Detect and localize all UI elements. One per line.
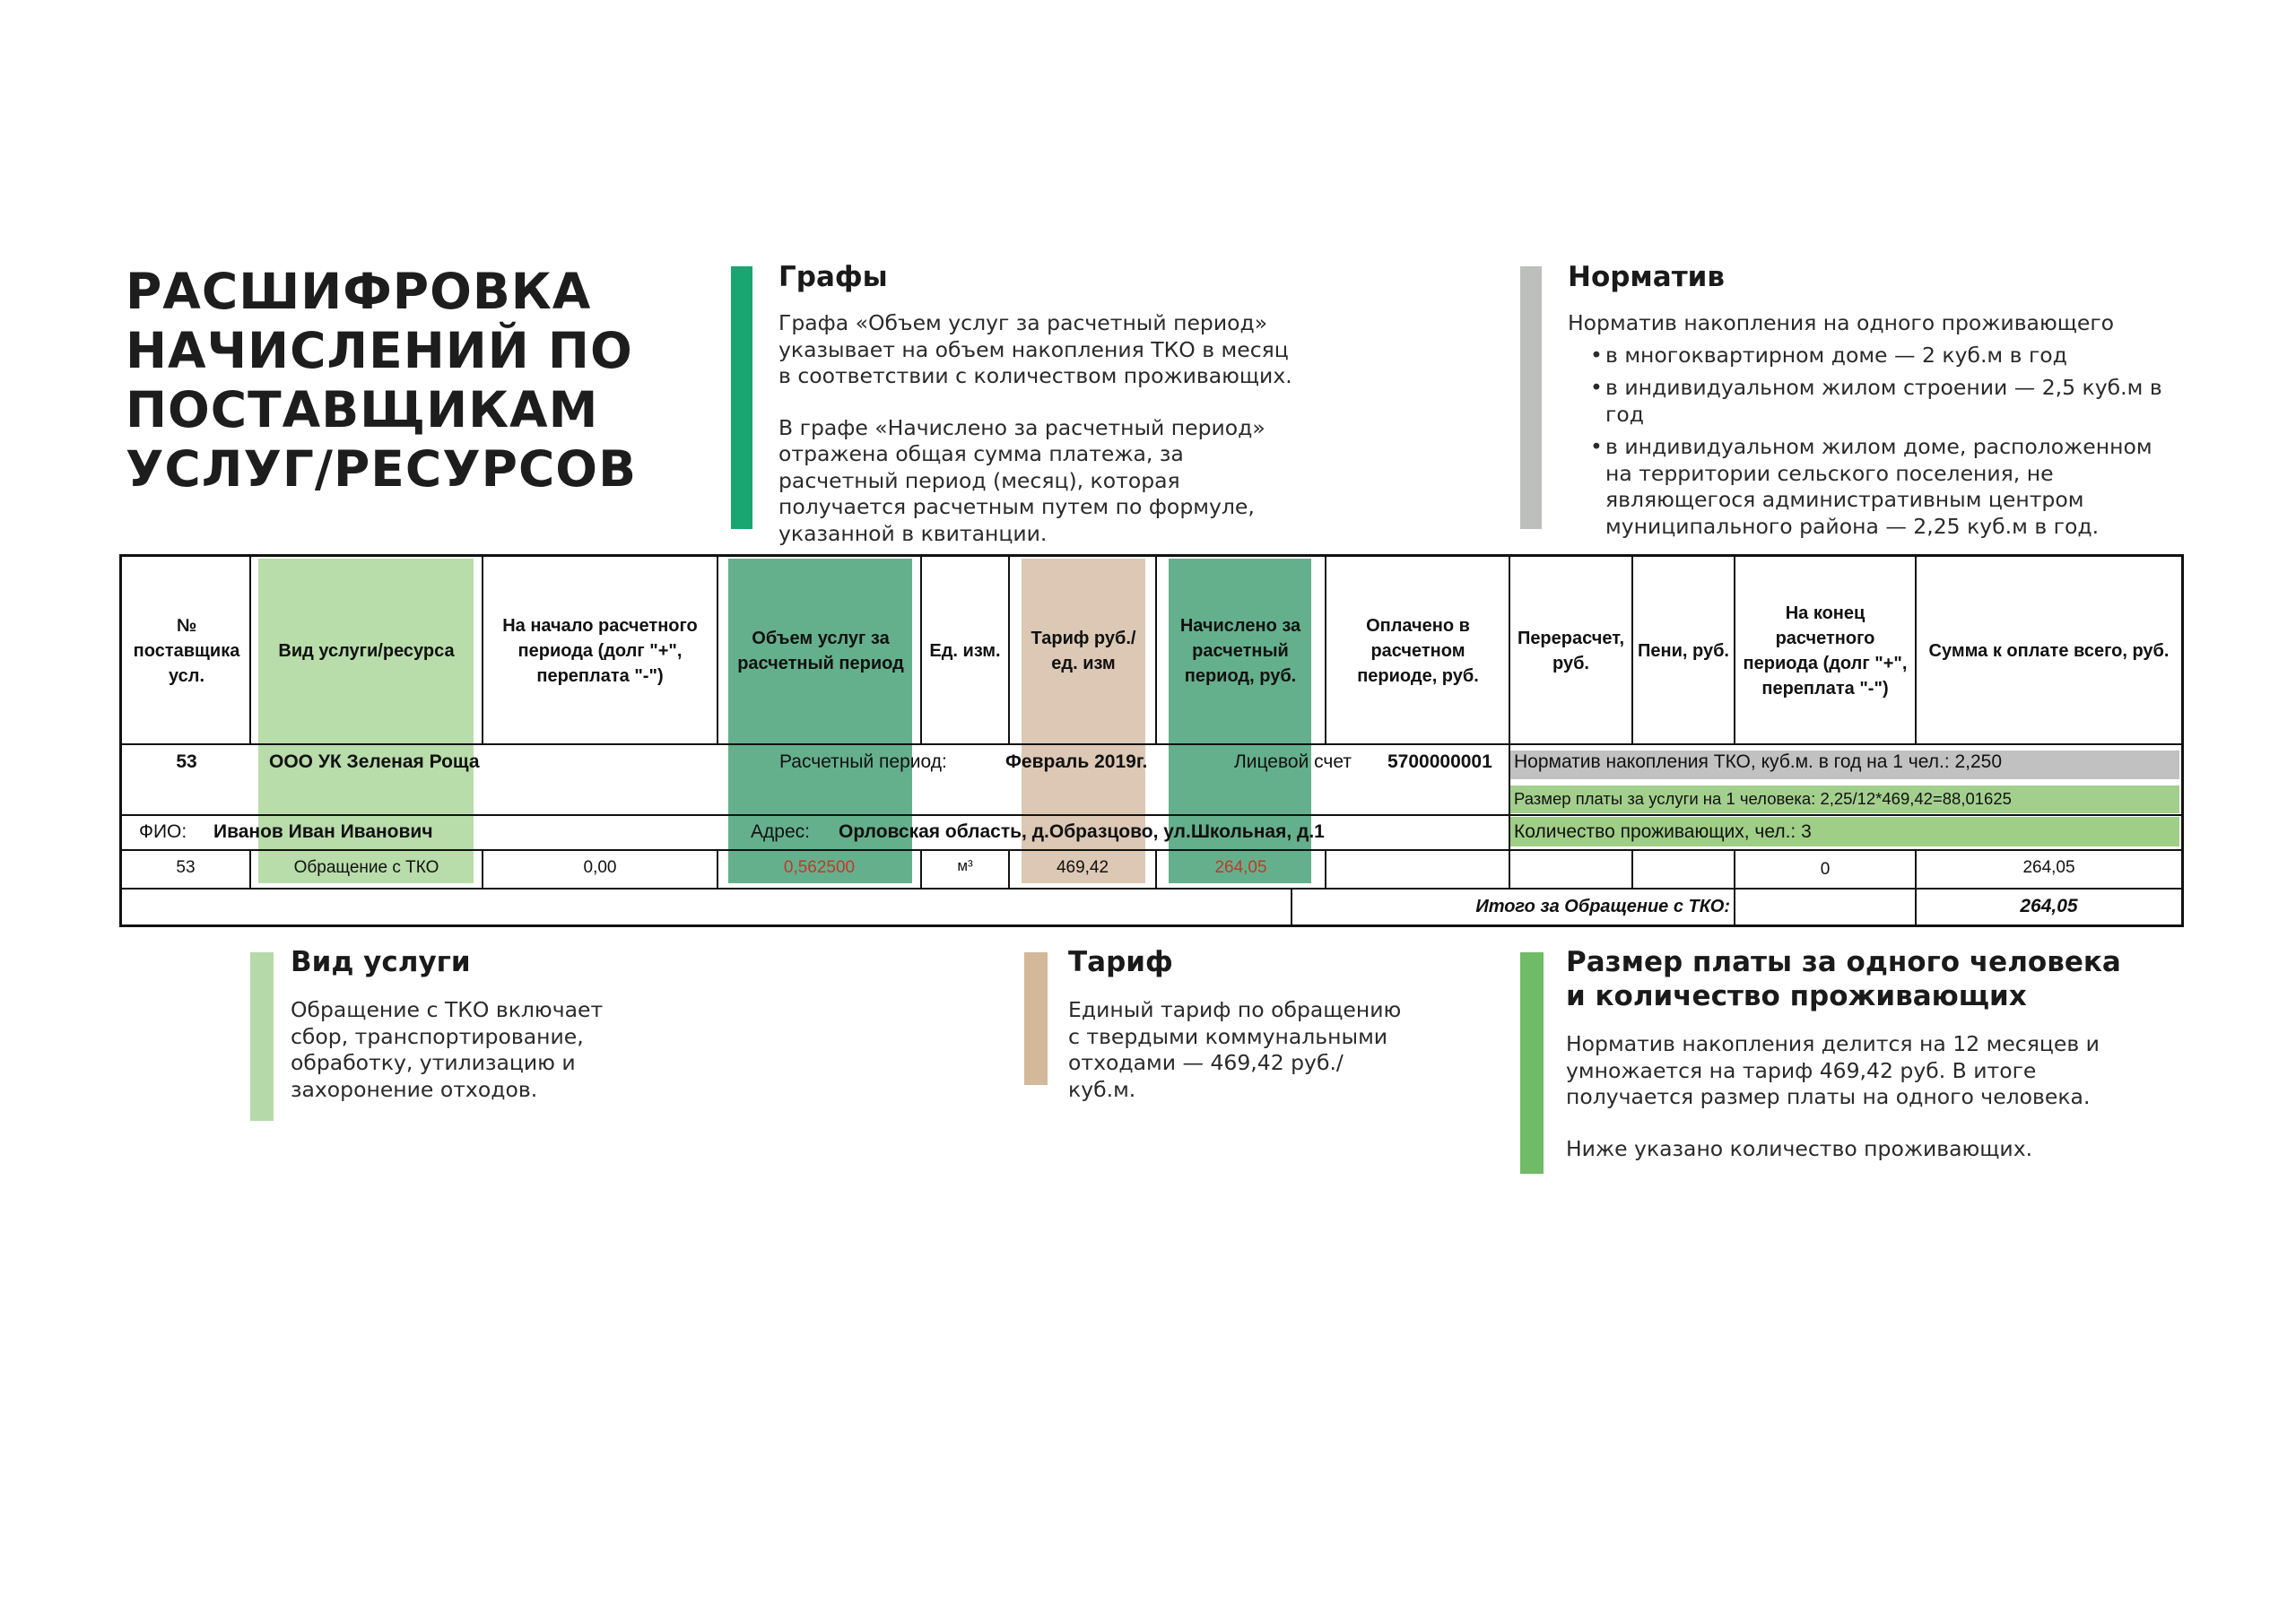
normativ-item: • в индивидуальном жилом строении — 2,5 куб.м в год bbox=[1568, 375, 2196, 428]
row-service: Обращение с ТКО bbox=[293, 858, 439, 877]
table-line bbox=[1008, 554, 1010, 744]
table-border-bottom bbox=[119, 924, 2184, 927]
normativ-list bbox=[1568, 343, 2196, 541]
table-line bbox=[482, 554, 483, 744]
rate-info: Размер платы за услуги на 1 человека: 2,25/12*469,42=88,01625 bbox=[1514, 789, 2012, 808]
table-line bbox=[1509, 849, 1510, 889]
table-line bbox=[1734, 888, 1735, 927]
period-value: Февраль 2019г. bbox=[1005, 751, 1148, 772]
vid-uslugi-accent-bar bbox=[250, 952, 274, 1121]
row-end-balance: 0 bbox=[1820, 860, 1831, 879]
normativ-item: • в многоквартирном доме — 2 куб.м в год bbox=[1568, 343, 2196, 369]
header-total-due: Сумма к оплате всего, руб. bbox=[1928, 640, 2170, 661]
table-border-top bbox=[119, 554, 2184, 557]
header-start-balance: На начало расчетного периода (долг "+", переплата "-") bbox=[502, 615, 698, 686]
table-line bbox=[1155, 554, 1157, 744]
header-service: Вид услуги/ресурса bbox=[278, 640, 455, 661]
tarif-accent-bar bbox=[1024, 952, 1048, 1085]
row-volume: 0,562500 bbox=[783, 858, 856, 877]
table-line bbox=[1631, 849, 1633, 889]
supplier-name: ООО УК Зеленая Роща bbox=[269, 751, 480, 772]
table-line bbox=[1509, 743, 1510, 851]
residents-info: Количество проживающих, чел.: 3 bbox=[1514, 821, 1812, 842]
tarif-block bbox=[1068, 945, 1418, 1103]
header-paid: Оплачено в расчетном периоде, руб. bbox=[1357, 615, 1479, 686]
address-label: Адрес: bbox=[751, 821, 810, 842]
vid-uslugi-heading: Вид услуги bbox=[291, 946, 471, 978]
razmer-block bbox=[1566, 945, 2176, 1162]
charges-table bbox=[119, 554, 2184, 927]
vid-uslugi-text: Обращение с ТКО включает сбор, транспортирование, обработку, утилизацию и захоронение отходов. bbox=[291, 997, 604, 1102]
grafy-para-1: Графа «Объем услуг за расчетный период» указывает на объем накопления ТКО в месяц в соответствии с количеством проживающих. bbox=[778, 310, 1292, 388]
vid-uslugi-block bbox=[291, 945, 613, 1103]
address-value: Орловская область, д.Образцово, ул.Школьная, д.1 bbox=[839, 821, 1325, 842]
tarif-text: Единый тариф по обращению с твердыми коммунальными отходами — 469,42 руб./куб.м. bbox=[1068, 997, 1402, 1102]
header-end-balance: На конец расчетного периода (долг "+", переплата "-") bbox=[1743, 603, 1908, 699]
account-label: Лицевой счет bbox=[1234, 751, 1352, 772]
row-tariff: 469,42 bbox=[1056, 858, 1109, 877]
grafy-para-2: В графе «Начислено за расчетный период» отражена общая сумма платежа, за расчетный период (месяц), которая получается расчетным путем по формуле, указанной в квитанции. bbox=[778, 414, 1265, 546]
normativ-accent-bar bbox=[1520, 266, 1542, 529]
supplier-no: 53 bbox=[176, 751, 197, 772]
grafy-accent-bar bbox=[731, 266, 752, 529]
header-unit: Ед. изм. bbox=[929, 640, 1001, 661]
table-line bbox=[1325, 554, 1326, 744]
normativ-intro: Норматив накопления на одного проживающего bbox=[1568, 310, 2115, 335]
fio-label: ФИО: bbox=[139, 821, 187, 842]
page-title: РАСШИФРОВКА НАЧИСЛЕНИЙ ПО ПОСТАВЩИКАМ УСЛУГ/РЕСУРСОВ bbox=[126, 263, 637, 498]
row-total-due: 264,05 bbox=[2022, 858, 2075, 877]
table-line bbox=[119, 888, 2184, 890]
row-supplier-no: 53 bbox=[176, 858, 196, 877]
normativ-heading: Норматив bbox=[1568, 261, 1725, 293]
row-charged: 264,05 bbox=[1214, 858, 1267, 877]
table-line bbox=[717, 554, 718, 744]
period-label: Расчетный период: bbox=[779, 751, 947, 772]
header-penalty: Пени, руб. bbox=[1638, 640, 1729, 661]
fio-value: Иванов Иван Иванович bbox=[213, 821, 433, 842]
row-unit: м³ bbox=[957, 857, 973, 874]
header-charged: Начислено за расчетный период, руб. bbox=[1179, 615, 1301, 686]
table-line bbox=[119, 849, 2184, 851]
razmer-heading: Размер платы за одного человека и количество проживающих bbox=[1566, 946, 2121, 1012]
header-volume: Объем услуг за расчетный период bbox=[737, 628, 904, 673]
tarif-heading: Тариф bbox=[1068, 946, 1173, 978]
norm-info: Норматив накопления ТКО, куб.м. в год на 1 чел.: 2,250 bbox=[1514, 751, 2003, 772]
grafy-heading: Графы bbox=[778, 261, 888, 293]
header-tariff: Тариф руб./ед. изм bbox=[1031, 628, 1136, 673]
table-line bbox=[1734, 554, 1735, 744]
table-line bbox=[119, 814, 2184, 816]
razmer-text-2: Ниже указано количество проживающих. bbox=[1566, 1135, 2033, 1161]
total-label: Итого за Обращение с ТКО: bbox=[1475, 897, 1730, 916]
table-line bbox=[119, 743, 2184, 745]
table-line bbox=[1325, 849, 1326, 889]
row-start-balance: 0,00 bbox=[583, 858, 617, 877]
header-recalc: Перерасчет, руб. bbox=[1517, 628, 1625, 673]
total-value: 264,05 bbox=[2020, 896, 2078, 916]
table-line bbox=[1291, 888, 1292, 927]
account-value: 5700000001 bbox=[1387, 751, 1492, 772]
grafy-block bbox=[778, 260, 1317, 547]
header-supplier-no: № поставщика усл. bbox=[133, 615, 240, 686]
table-border-right bbox=[2181, 554, 2184, 927]
normativ-item: • в индивидуальном жилом доме, расположенном на территории сельского поселения, не являющегося административным центром муниципального района — 2,25 куб.м в год. bbox=[1568, 434, 2170, 540]
razmer-text-1: Норматив накопления делится на 12 месяцев и умножается на тариф 469,42 руб. В итоге получается размер платы на одного человека. bbox=[1566, 1031, 2100, 1109]
razmer-accent-bar bbox=[1520, 952, 1544, 1174]
normativ-block bbox=[1568, 260, 2196, 540]
